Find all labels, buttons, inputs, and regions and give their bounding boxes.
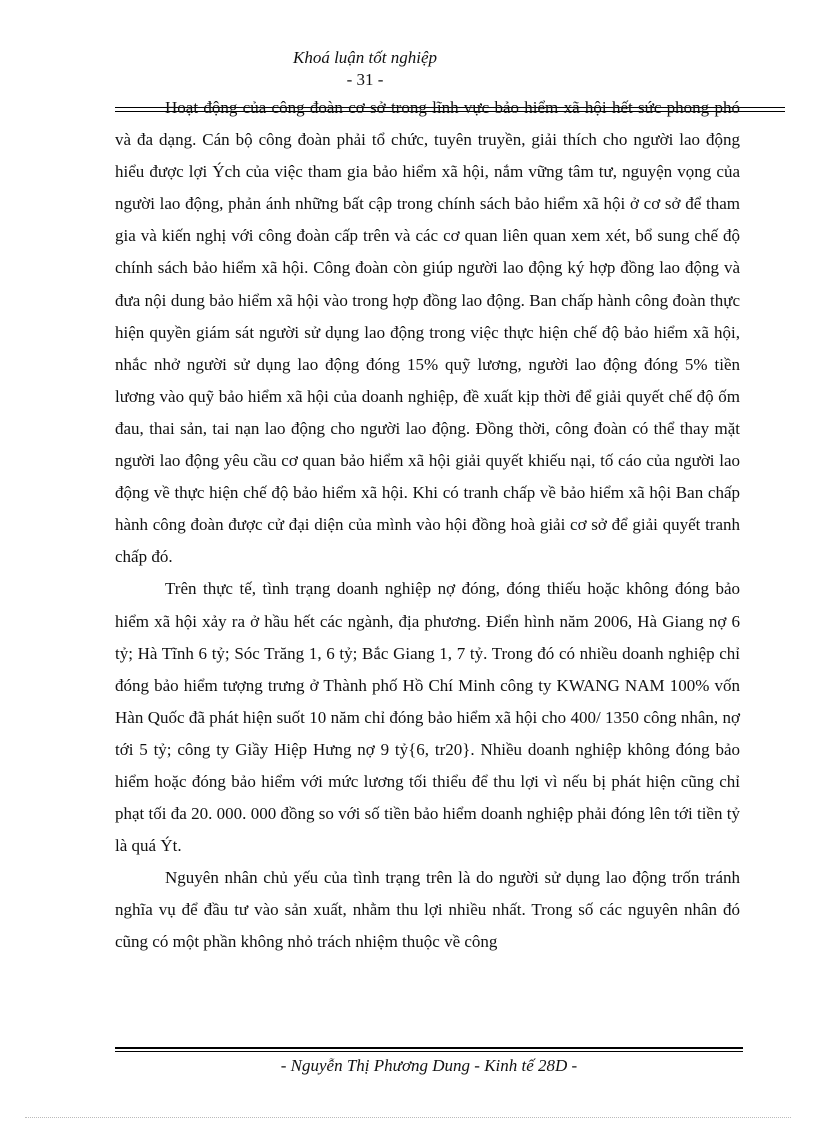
paragraph: Trên thực tế, tình trạng doanh nghiệp nợ đóng, đóng thiếu hoặc không đóng bảo hiểm xã hội xảy ra ở hầu hết các ngành, địa phương. Điển hình năm 2006, Hà Giang nợ 6 tỷ; Hà Tĩnh 6 tỷ; Sóc Trăng 1, 6 tỷ; Bắc Giang 1, 7 tỷ. Trong đó có nhiều doanh nghiệp chỉ đóng bảo hiểm tượng trưng ở Thành phố Hồ Chí Minh công ty KWANG NAM 100% vốn Hàn Quốc đã phát hiện suốt 10 năm chỉ đóng bảo hiểm xã hội cho 400/ 1350 công nhân, nợ tới 5 tỷ; công ty Giầy Hiệp Hưng nợ 9 tỷ{6, tr20}. Nhiều doanh nghiệp không đóng bảo hiểm hoặc đóng bảo hiểm với mức lương tối thiểu để thu lợi vì nếu bị phát hiện cũng chỉ phạt tối đa 20. 000. 000 đồng so với số tiền bảo hiểm doanh nghiệp phải đóng lên tới tiền tỷ là quá Ýt.	[115, 579, 740, 856]
footer-author: - Nguyễn Thị Phương Dung - Kinh tế 28D -	[280, 1056, 578, 1075]
paragraph: Nguyên nhân chủ yếu của tình trạng trên là do người sử dụng lao động trốn tránh nghĩa vụ để đầu tư vào sản xuất, nhằm thu lợi nhiều nhất. Trong số các nguyên nhân đó cũng có một phần không nhỏ trách nhiệm thuộc về công	[115, 868, 740, 952]
footer-rule	[115, 1047, 743, 1052]
header-title: Khoá luận tốt nghiệp	[292, 48, 438, 67]
paragraph: Hoạt động của công đoàn cơ sở trong lĩnh vực bảo hiểm xã hội hết sức phong phó và đa dạng. Cán bộ công đoàn phải tổ chức, tuyên truyền, giải thích cho người lao động hiểu được lợi Ých của việc tham gia bảo hiểm xã hội, nắm vững tâm tư, nguyện vọng của người lao động, phản ánh những bất cập trong chính sách bảo hiểm xã hội ở cơ sở để tham gia và kiến nghị với công đoàn cấp trên và các cơ quan liên quan xem xét, bổ sung chế độ chính sách bảo hiểm xã hội. Công đoàn còn giúp người lao động ký hợp đồng lao động và đưa nội dung bảo hiểm xã hội vào trong hợp đồng lao động. Ban chấp hành công đoàn thực hiện quyền giám sát người sử dụng lao động trong việc thực hiện chế độ bảo hiểm xã hội, nhắc nhở người sử dụng lao động đóng 15% quỹ lương, người lao động đóng 5% tiền lương vào quỹ bảo hiểm xã hội của doanh nghiệp, đề xuất kịp thời để giải quyết chế độ ốm đau, thai sản, tai nạn lao động cho người lao động. Đồng thời, công đoàn có thể thay mặt người lao động yêu cầu cơ quan bảo hiểm xã hội giải quyết khiếu nại, tố cáo của người lao động về thực hiện chế độ bảo hiểm xã hội. Khi có tranh chấp về bảo hiểm xã hội Ban chấp hành công đoàn được cử đại diện của mình vào hội đồng hoà giải cơ sở để giải quyết tranh chấp đó.	[115, 98, 740, 567]
body-text	[115, 92, 740, 959]
page-number: - 31 -	[346, 70, 384, 89]
page-edge-divider	[25, 1117, 791, 1118]
